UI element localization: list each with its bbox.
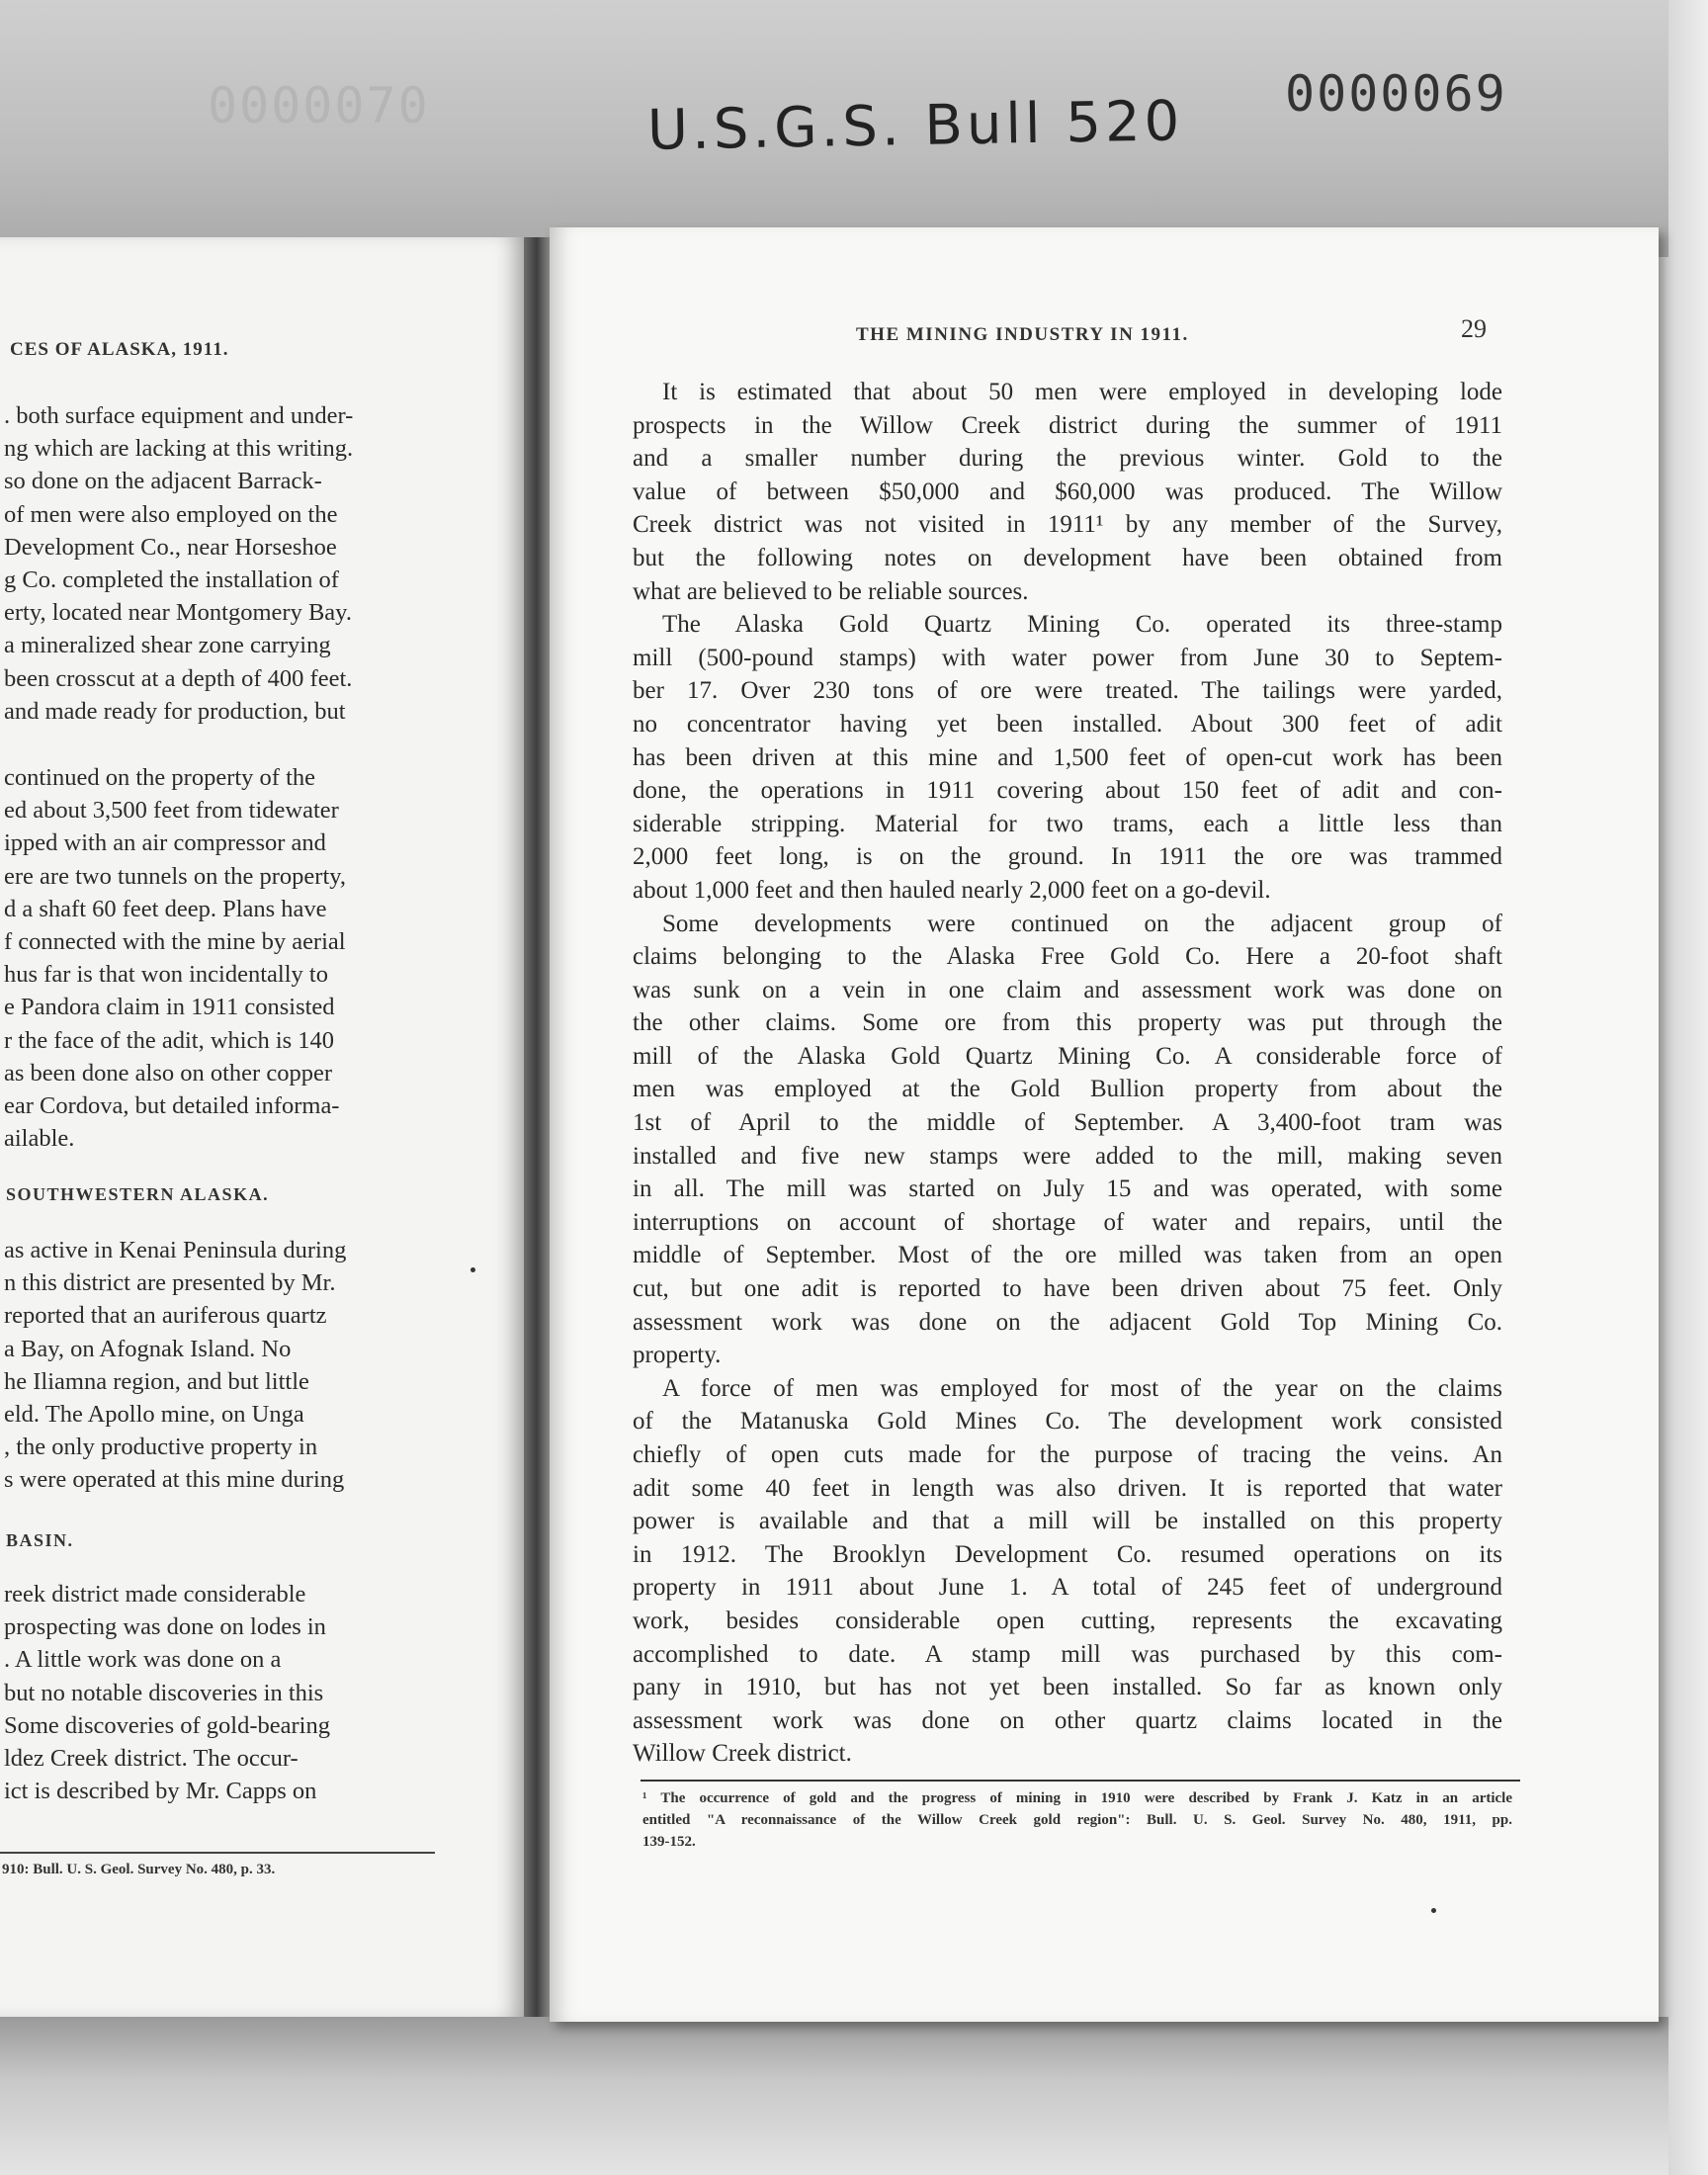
left-text-line: ldez Creek district. The occur- [4,1745,299,1772]
left-text-line: Some discoveries of gold-bearing [4,1711,330,1739]
body-text-line: property. [633,1342,722,1369]
body-text-line: A force of men was employed for most of the year on the claims [662,1374,1502,1402]
page-number: 29 [1461,314,1487,343]
left-text-line: erty, located near Montgomery Bay. [4,599,352,627]
left-text-line: . both surface equipment and under- [4,402,354,429]
left-text-line: f connected with the mine by aerial [4,928,346,955]
body-text-line: done, the operations in 1911 covering about 150 feet of adit and con- [633,777,1502,805]
left-text-line: , the only productive property in [4,1434,318,1461]
left-text-line: g Co. completed the installation of [4,566,339,593]
left-text-line: reek district made considerable [4,1581,306,1608]
right-body-text [633,376,1502,1771]
body-text-line: no concentrator having yet been installed. About 300 feet of adit [633,710,1502,738]
left-text-line: ipped with an air compressor and [4,829,326,857]
footnote-line: entitled "A reconnaissance of the Willow Creek gold region": Bull. U. S. Geol. Survey No. 480, 1911, pp. [642,1812,1512,1828]
scan-background-bottom [0,2017,1708,2175]
left-text-line: been crosscut at a depth of 400 feet. [4,664,353,692]
body-text-line: men was employed at the Gold Bullion property from about the [633,1076,1502,1103]
body-text-line: in 1912. The Brooklyn Development Co. resumed operations on its [633,1540,1502,1568]
body-text-line: the other claims. Some ore from this property was put through the [633,1009,1502,1037]
body-text-line: was sunk on a vein in one claim and assessment work was done on [633,976,1502,1003]
body-text-line: but the following notes on development have been obtained from [633,544,1502,571]
left-footnote-rule [0,1852,435,1854]
left-text-line: hus far is that won incidentally to [4,961,328,989]
body-text-line: mill (500-pound stamps) with water power from June 30 to Septem- [633,644,1502,671]
body-text-line: accomplished to date. A stamp mill was purchased by this com- [633,1640,1502,1668]
left-text-line: he Iliamna region, and but little [4,1367,309,1395]
body-text-line: adit some 40 feet in length was also driven. It is reported that water [633,1474,1502,1502]
body-text-line: 2,000 feet long, is on the ground. In 1911 the ore was trammed [633,843,1502,871]
body-text-line: Willow Creek district. [633,1740,852,1768]
body-text-line: Some developments were continued on the adjacent group of [662,910,1502,937]
left-text-line: reported that an auriferous quartz [4,1302,327,1330]
right-footnote [642,1787,1512,1853]
body-text-line: what are believed to be reliable sources. [633,577,1029,605]
body-text-line: claims belonging to the Alaska Free Gold Co. Here a 20-foot shaft [633,943,1502,971]
body-text-line: ber 17. Over 230 tons of ore were treated. The tailings were yarded, [633,677,1502,705]
left-text-line: as been done also on other copper [4,1059,332,1087]
handwritten-title: U.S.G.S. Bull 520 [646,89,1184,163]
body-text-line: of the Matanuska Gold Mines Co. The development work consisted [633,1408,1502,1436]
left-text-line: a mineralized shear zone carrying [4,632,331,659]
scan-speck [470,1267,475,1272]
body-text-line: has been driven at this mine and 1,500 feet of open-cut work has been [633,743,1502,771]
right-footnote-rule [640,1780,1520,1782]
body-text-line: prospects in the Willow Creek district during the summer of 1911 [633,411,1502,439]
left-heading-basin: BASIN. [6,1530,74,1550]
left-text-line: eld. The Apollo mine, on Unga [4,1401,304,1428]
left-text-line: but no notable discoveries in this [4,1679,324,1706]
left-text-line: ear Cordova, but detailed informa- [4,1092,340,1119]
body-text-line: 1st of April to the middle of September. A 3,400-foot tram was [633,1109,1502,1137]
left-text-line: ailable. [4,1125,75,1153]
footnote-line: ¹ The occurrence of gold and the progress of mining in 1910 were described by Frank J. Katz in an article [642,1790,1512,1806]
left-text-line: ere are two tunnels on the property, [4,862,347,890]
body-text-line: and a smaller number during the previous winter. Gold to the [633,445,1502,473]
left-text-line: ed about 3,500 feet from tidewater [4,797,339,825]
body-text-line: about 1,000 feet and then hauled nearly 2,000 feet on a go-devil. [633,876,1271,904]
left-text-line: . A little work was done on a [4,1646,282,1674]
body-text-line: pany in 1910, but has not yet been installed. So far as known only [633,1674,1502,1701]
left-text-line: ng which are lacking at this writing. [4,435,354,463]
left-text-line: a Bay, on Afognak Island. No [4,1335,292,1362]
body-text-line: value of between $50,000 and $60,000 was produced. The Willow [633,478,1502,505]
body-text-line: power is available and that a mill will be installed on this property [633,1508,1502,1535]
left-text-line: of men were also employed on the [4,500,338,528]
scan-speck [1431,1908,1436,1913]
scan-edge-shade [1668,0,1708,2175]
left-text-line: ict is described by Mr. Capps on [4,1778,317,1805]
body-text-line: Creek district was not visited in 1911¹ by any member of the Survey, [633,511,1502,539]
body-text-line: work, besides considerable open cutting, represents the excavating [633,1607,1502,1634]
right-running-header: THE MINING INDUSTRY IN 1911. [856,324,1189,345]
body-text-line: chiefly of open cuts made for the purpose of tracing the veins. An [633,1441,1502,1468]
body-text-line: middle of September. Most of the ore milled was taken from an open [633,1242,1502,1269]
ghost-stamp-number: 0000070 [208,77,430,134]
body-text-line: installed and five new stamps were added to the mill, making seven [633,1142,1502,1170]
body-text-line: in all. The mill was started on July 15 and was operated, with some [633,1175,1502,1203]
left-footnote: 910: Bull. U. S. Geol. Survey No. 480, p. 33. [2,1862,276,1877]
left-text-line: r the face of the adit, which is 140 [4,1026,335,1054]
body-text-line: mill of the Alaska Gold Quartz Mining Co. A considerable force of [633,1042,1502,1070]
left-text-line: prospecting was done on lodes in [4,1613,326,1641]
left-text-line: n this district are presented by Mr. [4,1269,336,1297]
left-text-line: as active in Kenai Peninsula during [4,1237,347,1263]
body-text-line: It is estimated that about 50 men were employed in developing lode [662,379,1502,405]
left-text-line: continued on the property of the [4,764,316,791]
footnote-line: 139-152. [642,1834,696,1850]
body-text-line: property in 1911 about June 1. A total of 245 feet of underground [633,1574,1502,1602]
body-text-line: cut, but one adit is reported to have been driven about 75 feet. Only [633,1275,1502,1303]
body-text-line: interruptions on account of shortage of water and repairs, until the [633,1208,1502,1236]
left-heading-southwestern: SOUTHWESTERN ALASKA. [6,1184,270,1204]
left-text-line: Development Co., near Horseshoe [4,533,337,561]
left-running-header: CES OF ALASKA, 1911. [10,339,229,360]
body-text-line: assessment work was done on other quartz claims located in the [633,1706,1502,1734]
left-text-line: and made ready for production, but [4,697,346,725]
left-text-line: so done on the adjacent Barrack- [4,468,322,495]
left-text-line: d a shaft 60 feet deep. Plans have [4,895,327,922]
body-text-line: siderable stripping. Material for two trams, each a little less than [633,810,1502,837]
stamp-number: 0000069 [1285,65,1507,123]
left-text-line: e Pandora claim in 1911 consisted [4,994,335,1021]
body-text-line: The Alaska Gold Quartz Mining Co. operated its three-stamp [662,611,1502,639]
left-text-line: s were operated at this mine during [4,1466,345,1494]
body-text-line: assessment work was done on the adjacent Gold Top Mining Co. [633,1308,1502,1336]
book-gutter [524,237,550,2017]
